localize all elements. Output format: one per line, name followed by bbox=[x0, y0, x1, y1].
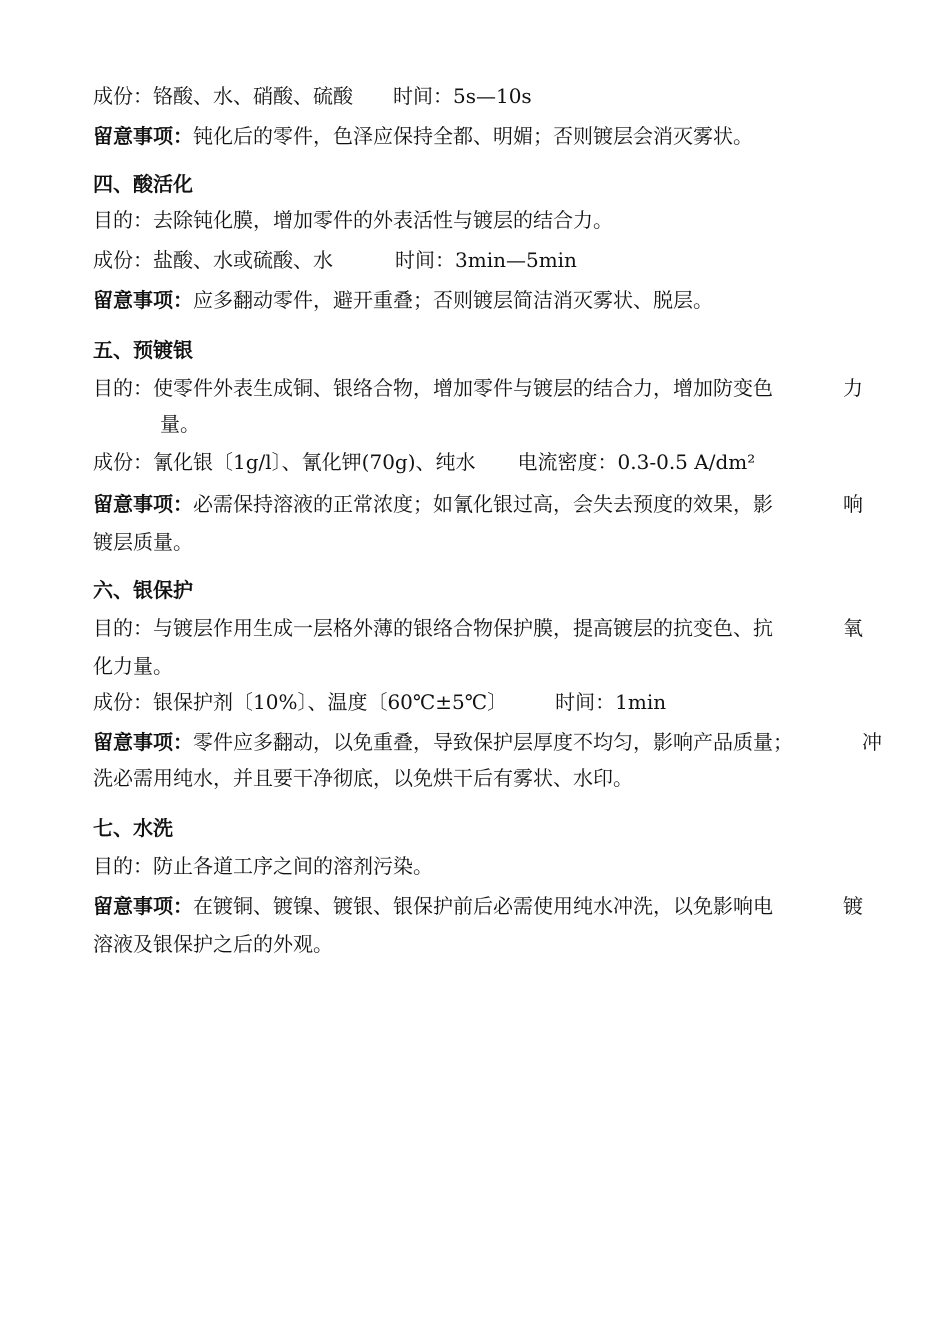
section7-note-line1 bbox=[93, 892, 773, 920]
section5-composition-line bbox=[93, 448, 755, 476]
section4-note-label: 留意事项： bbox=[93, 288, 193, 312]
section6-purpose-line1-end: 氧 bbox=[843, 616, 863, 640]
section7-note-label: 留意事项： bbox=[93, 894, 193, 918]
section3-note-text: 钝化后的零件，色泽应保持全都、明媚；否则镀层会消灭雾状。 bbox=[193, 124, 753, 148]
section4-heading: 四、酸活化 bbox=[93, 172, 193, 196]
section5-purpose-line1 bbox=[93, 374, 773, 402]
section6-purpose-line1 bbox=[93, 614, 773, 642]
section6-note-line1-end: 冲 bbox=[862, 730, 882, 754]
section6-purpose-line2: 化力量。 bbox=[93, 654, 173, 678]
section7-purpose: 目的：防止各道工序之间的溶剂污染。 bbox=[93, 854, 433, 878]
section5-purpose-line2: 量。 bbox=[160, 412, 200, 436]
section7-note-line1-end: 镀 bbox=[843, 894, 863, 918]
section7-note-line2: 溶液及银保护之后的外观。 bbox=[93, 932, 333, 956]
section3-note-label: 留意事项： bbox=[93, 124, 193, 148]
section6-note-label: 留意事项： bbox=[93, 730, 193, 754]
section3-composition-line bbox=[93, 82, 532, 110]
section4-purpose: 目的：去除钝化膜，增加零件的外表活性与镀层的结合力。 bbox=[93, 208, 613, 232]
section4-note-line bbox=[93, 286, 713, 314]
section5-composition: 成份：氰化银〔1g/l〕、氰化钾(70g)、纯水 bbox=[93, 450, 476, 474]
section6-note-text: 零件应多翻动，以免重叠，导致保护层厚度不均匀，影响产品质量； bbox=[193, 730, 793, 754]
section5-purpose-line1-end: 力 bbox=[843, 376, 863, 400]
section6-composition-line bbox=[93, 688, 666, 716]
section4-time: 时间：3min—5min bbox=[395, 248, 577, 272]
section6-time: 时间：1min bbox=[555, 690, 667, 714]
section5-heading: 五、预镀银 bbox=[93, 338, 193, 362]
section5-current: 电流密度：0.3-0.5 A/dm² bbox=[517, 450, 756, 474]
section5-note-line2: 镀层质量。 bbox=[93, 530, 193, 554]
section5-note-line1 bbox=[93, 490, 773, 518]
section3-time: 时间：5s—10s bbox=[393, 84, 532, 108]
section7-note-text: 在镀铜、镀镍、镀银、银保护前后必需使用纯水冲洗，以免影响电 bbox=[193, 894, 773, 918]
section5-purpose-text: 目的：使零件外表生成铜、银络合物，增加零件与镀层的结合力，增加防变色 bbox=[93, 376, 773, 400]
section3-note-line bbox=[93, 122, 753, 150]
section5-note-text: 必需保持溶液的正常浓度；如氰化银过高，会失去预度的效果，影 bbox=[193, 492, 773, 516]
section4-composition-line bbox=[93, 246, 577, 274]
section6-note-line2: 洗必需用纯水，并且要干净彻底，以免烘干后有雾状、水印。 bbox=[93, 766, 633, 790]
section6-note-line1 bbox=[93, 728, 793, 756]
section3-composition: 成份：铬酸、水、硝酸、硫酸 bbox=[93, 84, 353, 108]
section6-composition: 成份：银保护剂〔10%〕、温度〔60℃±5℃〕 bbox=[93, 690, 508, 714]
section4-composition: 成份：盐酸、水或硫酸、水 bbox=[93, 248, 333, 272]
section4-note-text: 应多翻动零件，避开重叠；否则镀层简洁消灭雾状、脱层。 bbox=[193, 288, 713, 312]
section6-purpose-text: 目的：与镀层作用生成一层格外薄的银络合物保护膜，提高镀层的抗变色、抗 bbox=[93, 616, 773, 640]
section5-note-label: 留意事项： bbox=[93, 492, 193, 516]
section7-heading: 七、水洗 bbox=[93, 816, 173, 840]
section6-heading: 六、银保护 bbox=[93, 578, 193, 602]
section5-note-line1-end: 响 bbox=[843, 492, 863, 516]
